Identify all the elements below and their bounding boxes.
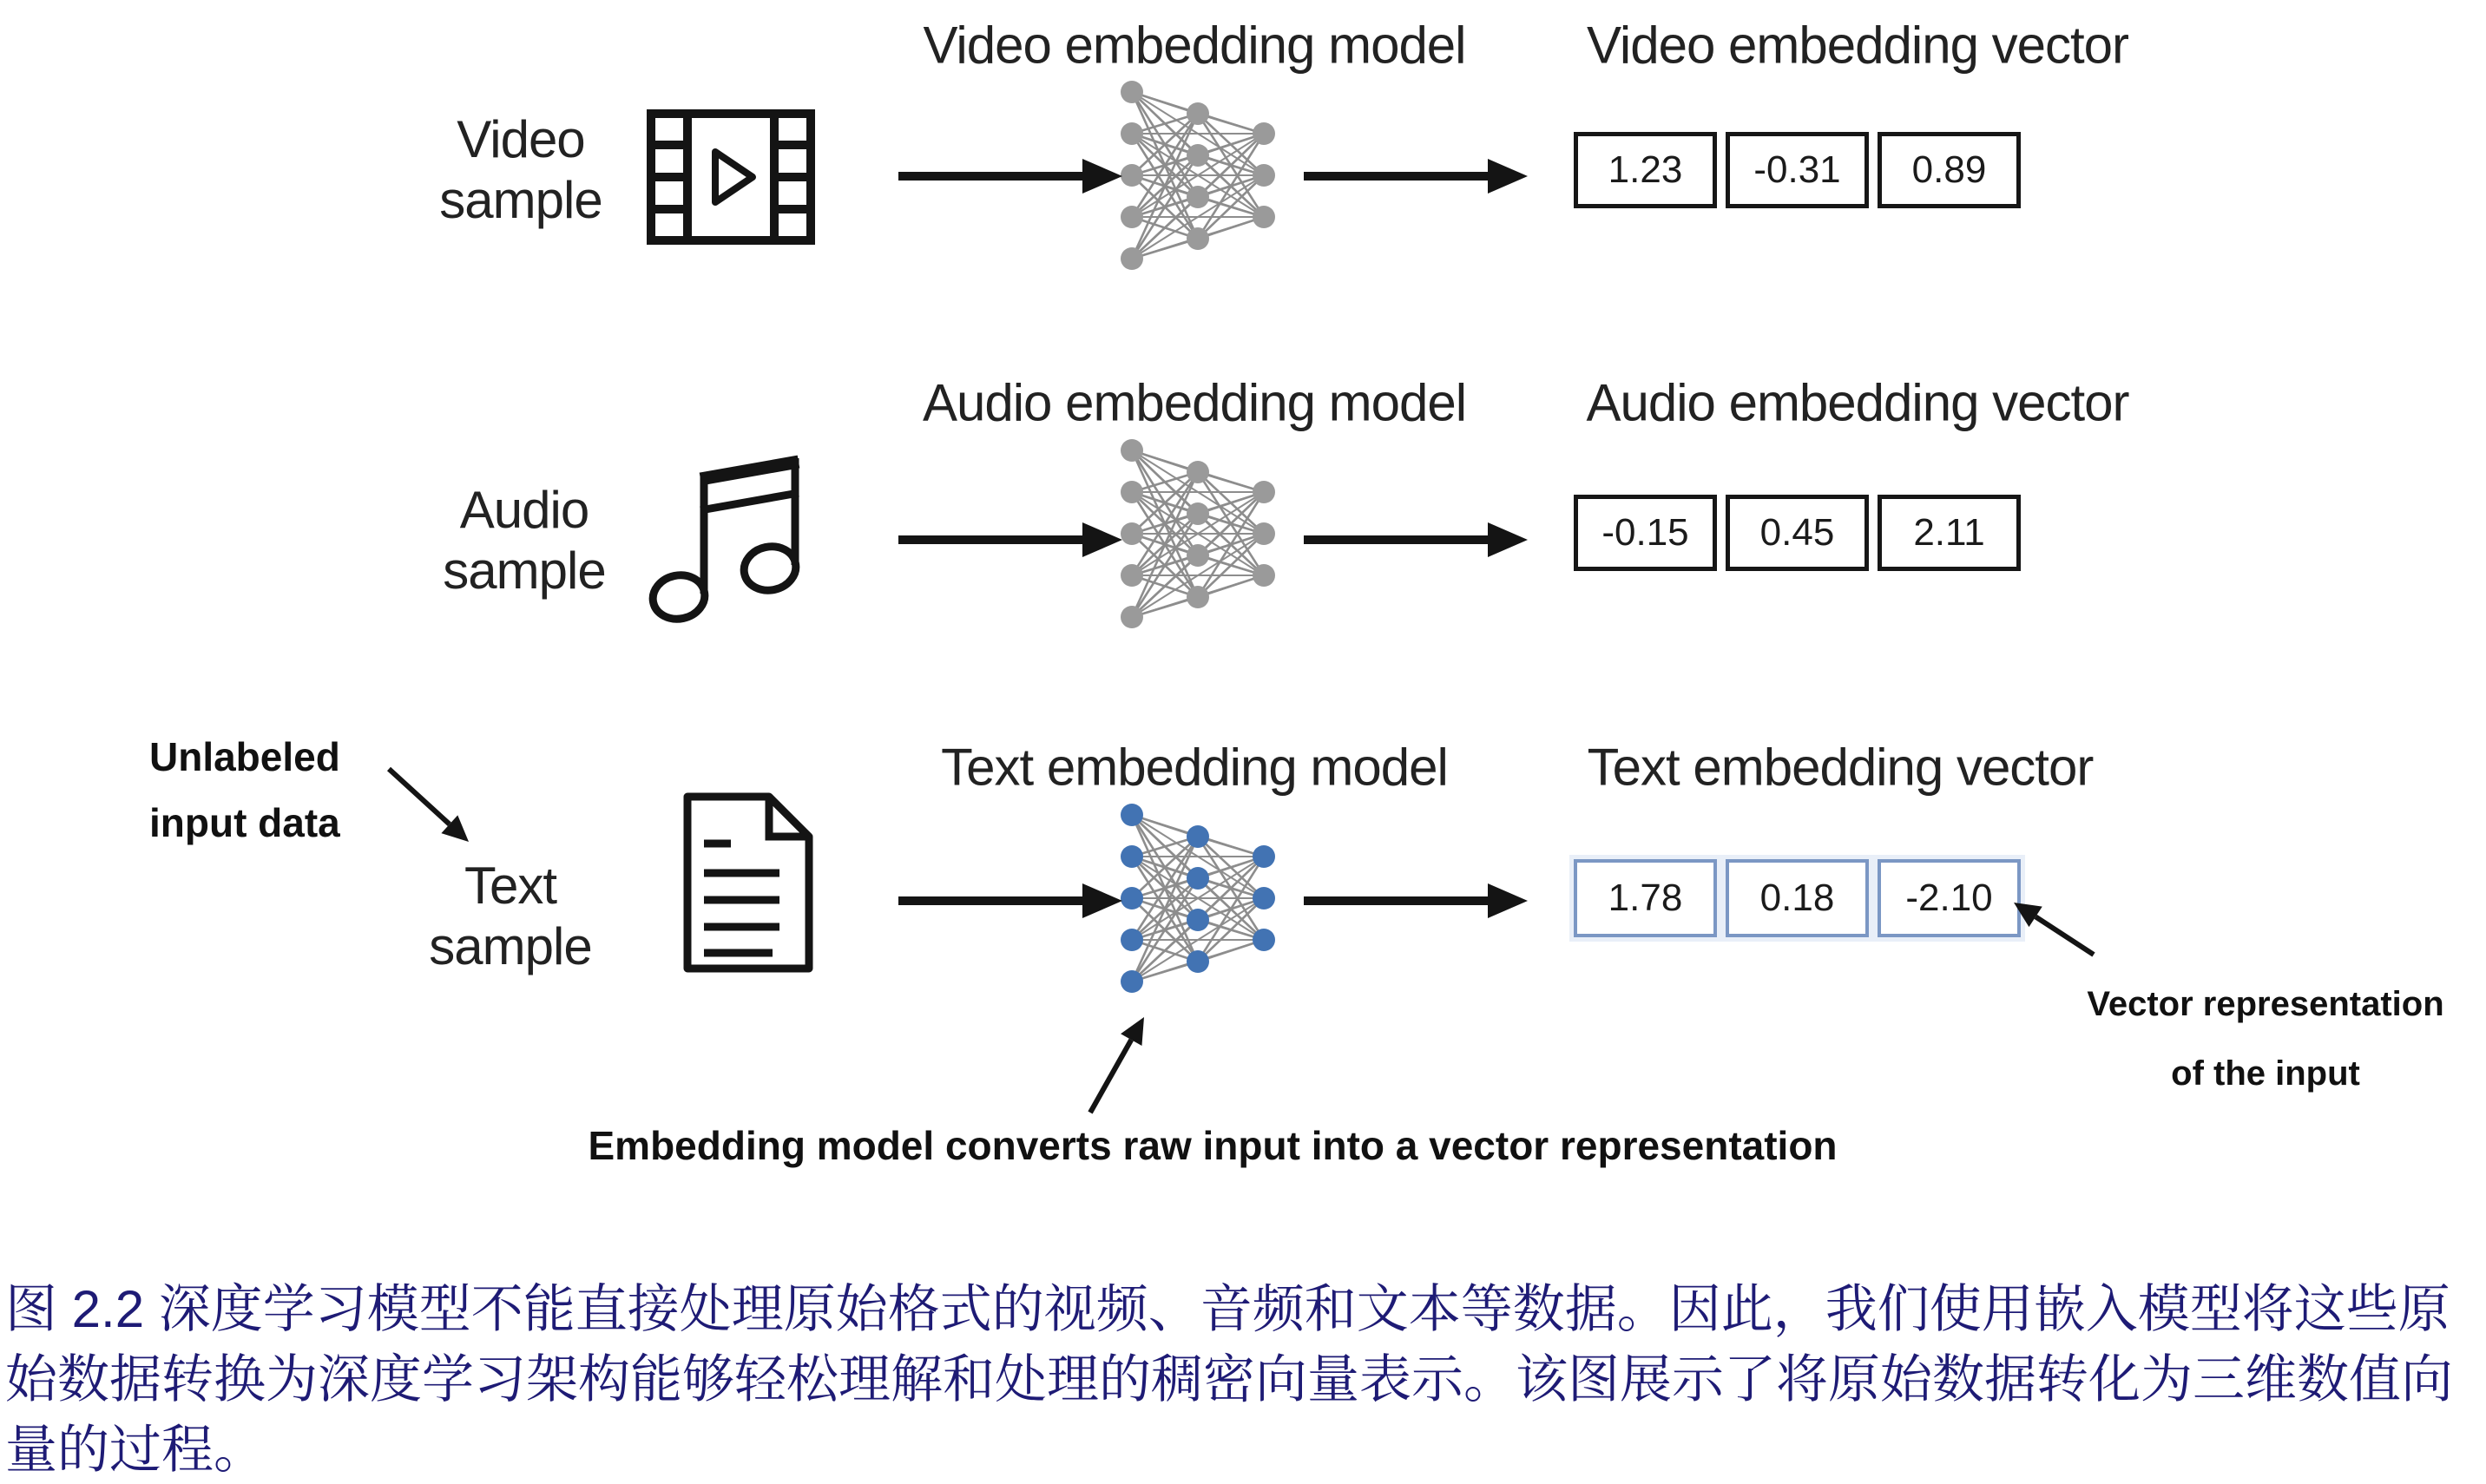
vector-value: 2.11 — [1913, 511, 1985, 554]
vector-value: 0.18 — [1759, 877, 1835, 919]
audio-model-title: Audio embedding model — [922, 373, 1467, 432]
audio-sample-line1: Audio — [459, 481, 589, 539]
figure-caption: 图 2.2 深度学习模型不能直接处理原始格式的视频、音频和文本等数据。因此，我们使用嵌入模型将这些原始数据转换为深度学习架构能够轻松理解和处理的稠密向量表示。该图展示了将原始数据转化为三维数值向量的过程。 — [5, 1280, 2453, 1479]
video-model-title: Video embedding model — [923, 16, 1466, 75]
unlabeled-note-line1: Unlabeled — [149, 734, 340, 779]
vector-value: -0.15 — [1601, 511, 1689, 554]
audio-vector-title: Audio embedding vector — [1586, 373, 2129, 432]
video-sample-line2: sample — [439, 171, 602, 229]
text-vector-title: Text embedding vector — [1587, 738, 2094, 797]
text-sample-line1: Text — [464, 857, 557, 915]
audio-sample-line2: sample — [443, 542, 606, 600]
vector-value: 0.45 — [1759, 511, 1835, 554]
vector-value: 0.89 — [1911, 148, 1987, 191]
video-vector-title: Video embedding vector — [1587, 16, 2128, 75]
text-sample-line2: sample — [429, 917, 592, 975]
unlabeled-note-line2: input data — [149, 800, 340, 845]
vector-note-line1: Vector representation — [2087, 985, 2444, 1023]
embedding-model-note: Embedding model converts raw input into a vector representation — [588, 1123, 1838, 1168]
vector-note-line2: of the input — [2171, 1054, 2360, 1093]
video-sample-line1: Video — [457, 110, 585, 168]
vector-value: 1.23 — [1608, 148, 1683, 191]
vector-value: 1.78 — [1608, 877, 1683, 919]
vector-value: -2.10 — [1905, 877, 1993, 919]
text-model-title: Text embedding model — [941, 738, 1448, 797]
vector-value: -0.31 — [1753, 148, 1841, 191]
